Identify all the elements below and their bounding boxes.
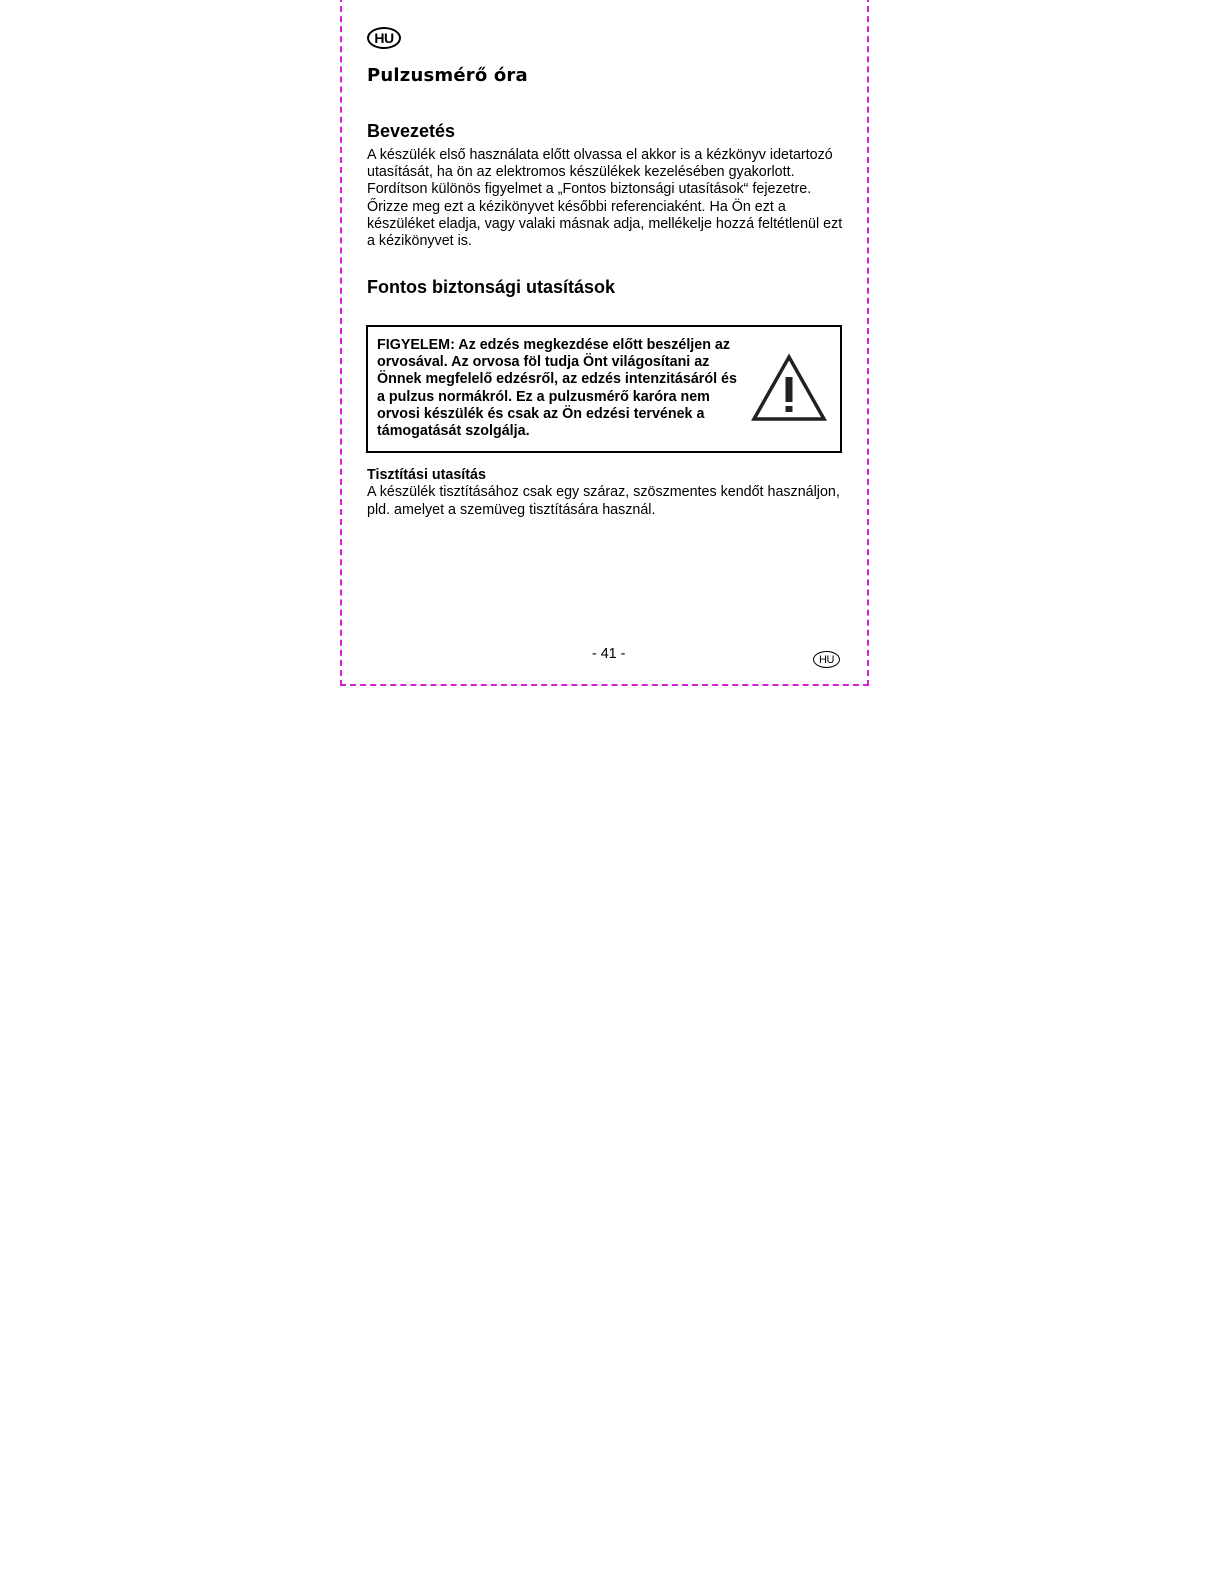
footer-language-badge-hu xyxy=(813,651,840,668)
language-badge-hu xyxy=(367,27,401,49)
document-title: Pulzusmérő óra xyxy=(367,65,528,86)
introduction-text: A készülék első használata előtt olvassa el akkor is a kézkönyv idetartozó utasítását, ha ön az elektromos készülékek kezelésében gyakorlott. Fordítson különös figyelmet a „Fontos biztonsági utasítások“ fejezetre. Őrizze meg ezt a kézikönyvet későbbi referenciaként. Ha Ön ezt a készüléket eladja, vagy valaki másnak adja, mellékelje hozzá feltétlenül ezt a kézikönyvet is. xyxy=(367,147,843,250)
manual-page xyxy=(340,0,869,686)
introduction-heading: Bevezetés xyxy=(367,121,456,141)
page-number: - 41 - xyxy=(592,646,626,662)
cleaning-heading: Tisztítási utasítás xyxy=(367,467,486,483)
footer-language-badge-label: HU xyxy=(819,653,834,666)
warning-text: FIGYELEM: Az edzés megkezdése előtt beszéljen az orvosával. Az orvosa föl tudja Önt világosítani az Önnek megfelelő edzésről, az edzés intenzitásáról és a pulzus normákról. Ez a pulzusmérő karóra nem orvosi készülék és csak az Ön edzési tervének a támogatását szolgálja. xyxy=(377,337,737,440)
safety-heading: Fontos biztonsági utasítások xyxy=(367,277,616,297)
language-badge-label: HU xyxy=(374,30,394,46)
warning-box xyxy=(366,325,842,453)
warning-triangle-icon xyxy=(750,353,828,423)
cleaning-text: A készülék tisztításához csak egy száraz, szöszmentes kendőt használjon, pld. amelyet a szemüveg tisztítására használ. xyxy=(367,484,840,518)
